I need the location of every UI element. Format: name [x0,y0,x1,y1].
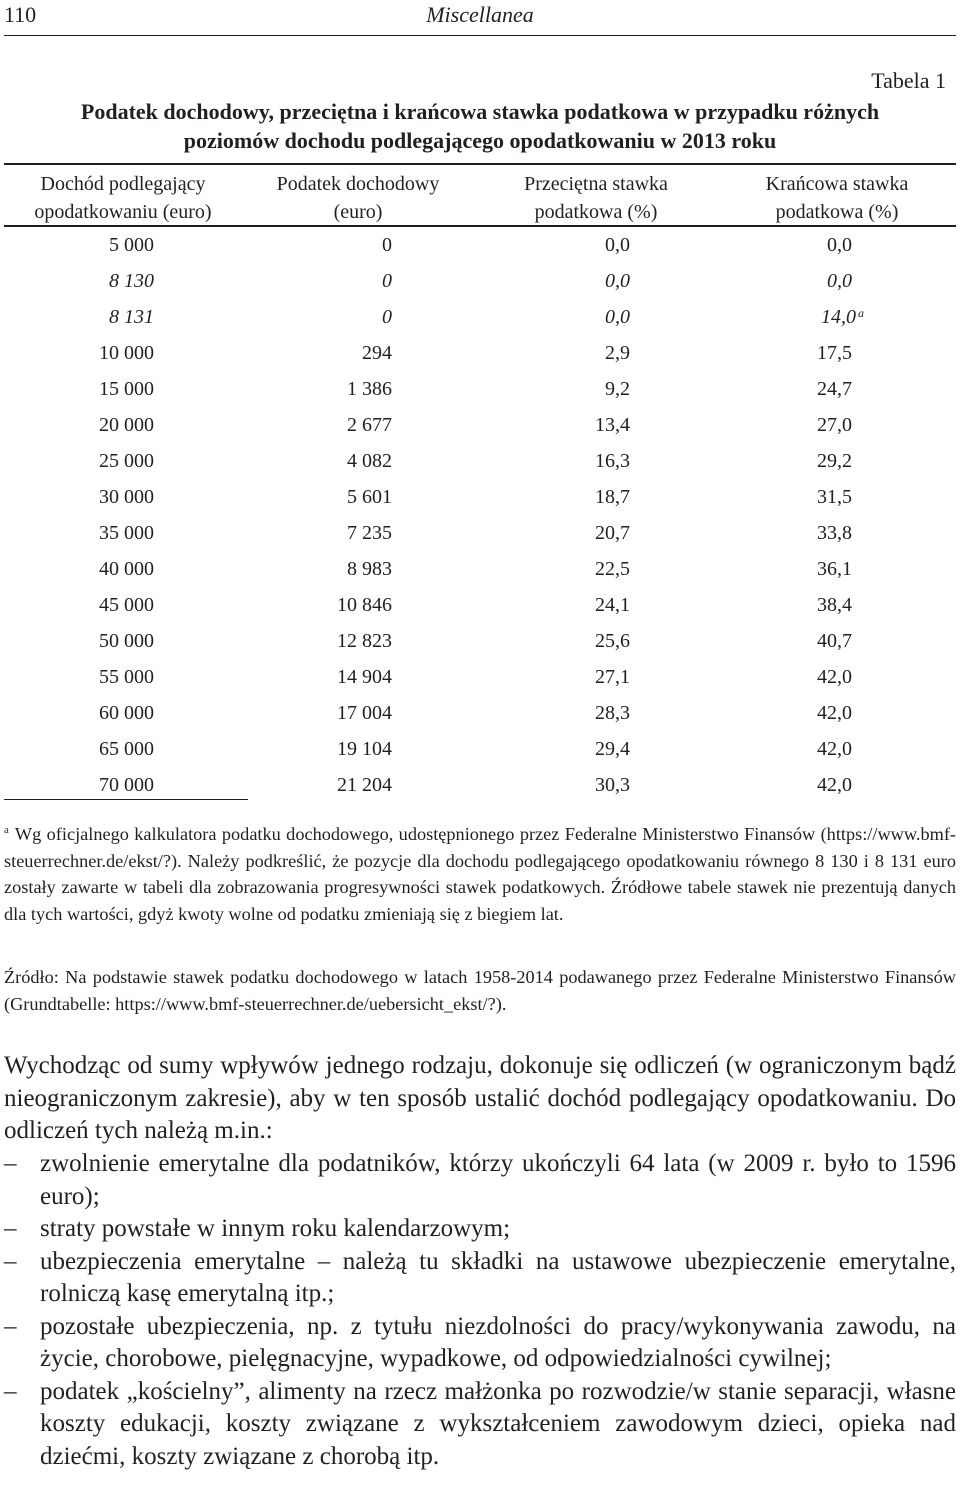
marginal-rate-cell: 42,0 [817,774,852,796]
average-rate-cell: 20,7 [595,522,630,544]
marginal-rate-cell: 0,0 [827,270,852,292]
table-row [0,515,960,551]
income-cell: 55 000 [99,666,154,688]
average-rate-cell: 25,6 [595,630,630,652]
tax-cell: 10 846 [337,594,392,616]
marginal-rate-cell: 24,7 [817,378,852,400]
list-item [4,1148,956,1213]
average-rate-cell: 29,4 [595,738,630,760]
column-header-marginal-rate [718,170,956,226]
tax-cell: 0 [382,270,392,292]
list-item [4,1246,956,1311]
list-item [4,1376,956,1474]
table-row [0,587,960,623]
marginal-rate-cell [821,299,864,335]
column-header-tax [248,170,468,226]
column-header-line: Przeciętna stawka [524,173,668,195]
table-row [0,479,960,515]
marginal-rate-cell: 17,5 [817,342,852,364]
income-cell: 60 000 [99,702,154,724]
tax-cell: 4 082 [347,450,392,472]
marginal-rate-cell: 42,0 [817,738,852,760]
list-item [4,1311,956,1376]
list-dash: – [4,1312,17,1340]
list-dash: – [4,1377,17,1405]
tax-cell: 21 204 [337,774,392,796]
column-header-income [4,170,242,226]
table-title [4,97,956,155]
list-item-text: straty powstałe w innym roku kalendarzowym; [40,1215,511,1242]
column-header-average-rate [486,170,706,226]
column-header-line: podatkowa (%) [534,201,658,223]
marginal-rate-cell: 42,0 [817,666,852,688]
table-footnote [4,821,956,928]
table-row [0,299,960,335]
average-rate-cell: 0,0 [605,270,630,292]
table-source: Źródło: Na podstawie stawek podatku dochodowego w latach 1958-2014 podawanego przez Federalne Ministerstwo Finansów (Grundtabelle: https://www.bmf-steuerrechner.de/uebersicht_ekst/?). [4,967,956,1014]
table-row [0,371,960,407]
body-paragraph: Wychodząc od sumy wpływów jednego rodzaju, dokonuje się odliczeń (w ograniczonym bądź nieograniczonym zakresie), aby w ten sposób ustalić dochód podlegający opodatkowaniu. Do odliczeń tych należą m.in.: [4,1052,956,1144]
header-rule [4,35,956,36]
marginal-rate-cell: 29,2 [817,450,852,472]
table-row [0,731,960,767]
column-header-line: Dochód podlegający [40,173,206,195]
income-cell: 10 000 [99,342,154,364]
marginal-rate-cell: 36,1 [817,558,852,580]
marginal-rate-cell: 42,0 [817,702,852,724]
table-label: Tabela 1 [871,68,946,93]
table-top-rule [4,163,956,165]
table-row [0,263,960,299]
income-cell: 5 000 [109,234,154,256]
marginal-rate-cell: 31,5 [817,486,852,508]
running-header [4,0,956,34]
footnote-mark: a [4,824,9,836]
tax-cell: 19 104 [337,738,392,760]
marginal-rate-cell: 38,4 [817,594,852,616]
average-rate-cell: 30,3 [595,774,630,796]
income-cell: 40 000 [99,558,154,580]
table-row [0,695,960,731]
marginal-rate-cell: 33,8 [817,522,852,544]
list-dash: – [4,1247,17,1275]
list-dash: – [4,1215,17,1242]
average-rate-cell: 0,0 [605,306,630,328]
footnote-marker: a [858,306,864,320]
tax-cell: 1 386 [347,378,392,400]
tax-cell: 0 [382,306,392,328]
table-row [0,767,960,803]
table-row [0,659,960,695]
average-rate-cell: 16,3 [595,450,630,472]
average-rate-cell: 18,7 [595,486,630,508]
table-row [0,335,960,371]
tax-cell: 5 601 [347,486,392,508]
tax-cell: 0 [382,234,392,256]
tax-cell: 17 004 [337,702,392,724]
column-header-line: (euro) [333,201,383,223]
average-rate-cell: 28,3 [595,702,630,724]
table-row [0,227,960,263]
marginal-rate-cell: 27,0 [817,414,852,436]
income-cell: 20 000 [99,414,154,436]
page-number: 110 [4,2,37,27]
average-rate-cell: 0,0 [605,234,630,256]
list-item [4,1213,956,1246]
average-rate-cell: 24,1 [595,594,630,616]
tax-cell: 7 235 [347,522,392,544]
income-cell: 50 000 [99,630,154,652]
tax-cell: 294 [362,342,392,364]
column-header-line: opodatkowaniu (euro) [34,201,212,223]
column-header-line: Krańcowa stawka [765,173,909,195]
running-title: Miscellanea [426,2,534,27]
average-rate-cell: 2,9 [605,342,630,364]
marginal-rate-value: 14,0 [821,306,856,328]
deductions-list [4,1148,956,1473]
income-cell: 70 000 [99,774,154,796]
income-cell: 35 000 [99,522,154,544]
income-cell: 30 000 [99,486,154,508]
tax-cell: 14 904 [337,666,392,688]
table-row [0,443,960,479]
marginal-rate-cell: 0,0 [827,234,852,256]
tax-cell: 12 823 [337,630,392,652]
table-row [0,407,960,443]
income-cell: 15 000 [99,378,154,400]
table-row [0,551,960,587]
table-title-line: poziomów dochodu podlegającego opodatkowaniu w 2013 roku [183,128,777,153]
tax-cell: 8 983 [347,558,392,580]
list-item-text: pozostałe ubezpieczenia, np. z tytułu niezdolności do pracy/wykonywania zawodu, na życie, chorobowe, pielęgnacyjne, wypadkowe, od odpowiedzialności cywilnej; [40,1312,956,1372]
list-dash: – [4,1150,17,1177]
list-item-text: podatek „kościelny”, alimenty na rzecz małżonka po rozwodzie/w stanie separacji, własne koszty edukacji, koszty związane z wykształceniem zawodowym dzieci, opieka nad dziećmi, koszty związane z chorobą itp. [40,1377,956,1470]
tax-cell: 2 677 [347,414,392,436]
table-title-line: Podatek dochodowy, przeciętna i krańcowa stawka podatkowa w przypadku różnych [80,99,880,124]
list-item-text: zwolnienie emerytalne dla podatników, którzy ukończyli 64 lata (w 2009 r. było to 1596 euro); [40,1150,956,1210]
column-header-line: Podatek dochodowy [276,173,440,195]
average-rate-cell: 9,2 [605,378,630,400]
income-cell: 25 000 [99,450,154,472]
list-item-text: ubezpieczenia emerytalne – należą tu składki na ustawowe ubezpieczenie emerytalne, rolniczą kasę emerytalną itp.; [40,1247,956,1307]
footnote-text: Wg oficjalnego kalkulatora podatku dochodowego, udostępnionego przez Federalne Ministerstwo Finansów (https://www.bmf-steuerrechner.de/ekst/?). Należy podkreślić, że pozycje dla dochodu podlegającego opodatkowaniu równego 8 130 i 8 131 euro zostały zawarte w tabeli dla zobrazowania progresywności stawek podatkowych. Źródłowe tabele stawek nie prezentują danych dla tych wartości, gdyż kwoty wolne od podatku zmieniają się z biegiem lat. [4,824,956,925]
average-rate-cell: 22,5 [595,558,630,580]
footnote-rule [4,799,248,800]
income-cell: 8 130 [109,270,154,292]
average-rate-cell: 13,4 [595,414,630,436]
marginal-rate-cell: 40,7 [817,630,852,652]
income-cell: 8 131 [109,306,154,328]
average-rate-cell: 27,1 [595,666,630,688]
income-cell: 65 000 [99,738,154,760]
column-header-line: podatkowa (%) [775,201,899,223]
table-row [0,623,960,659]
income-cell: 45 000 [99,594,154,616]
